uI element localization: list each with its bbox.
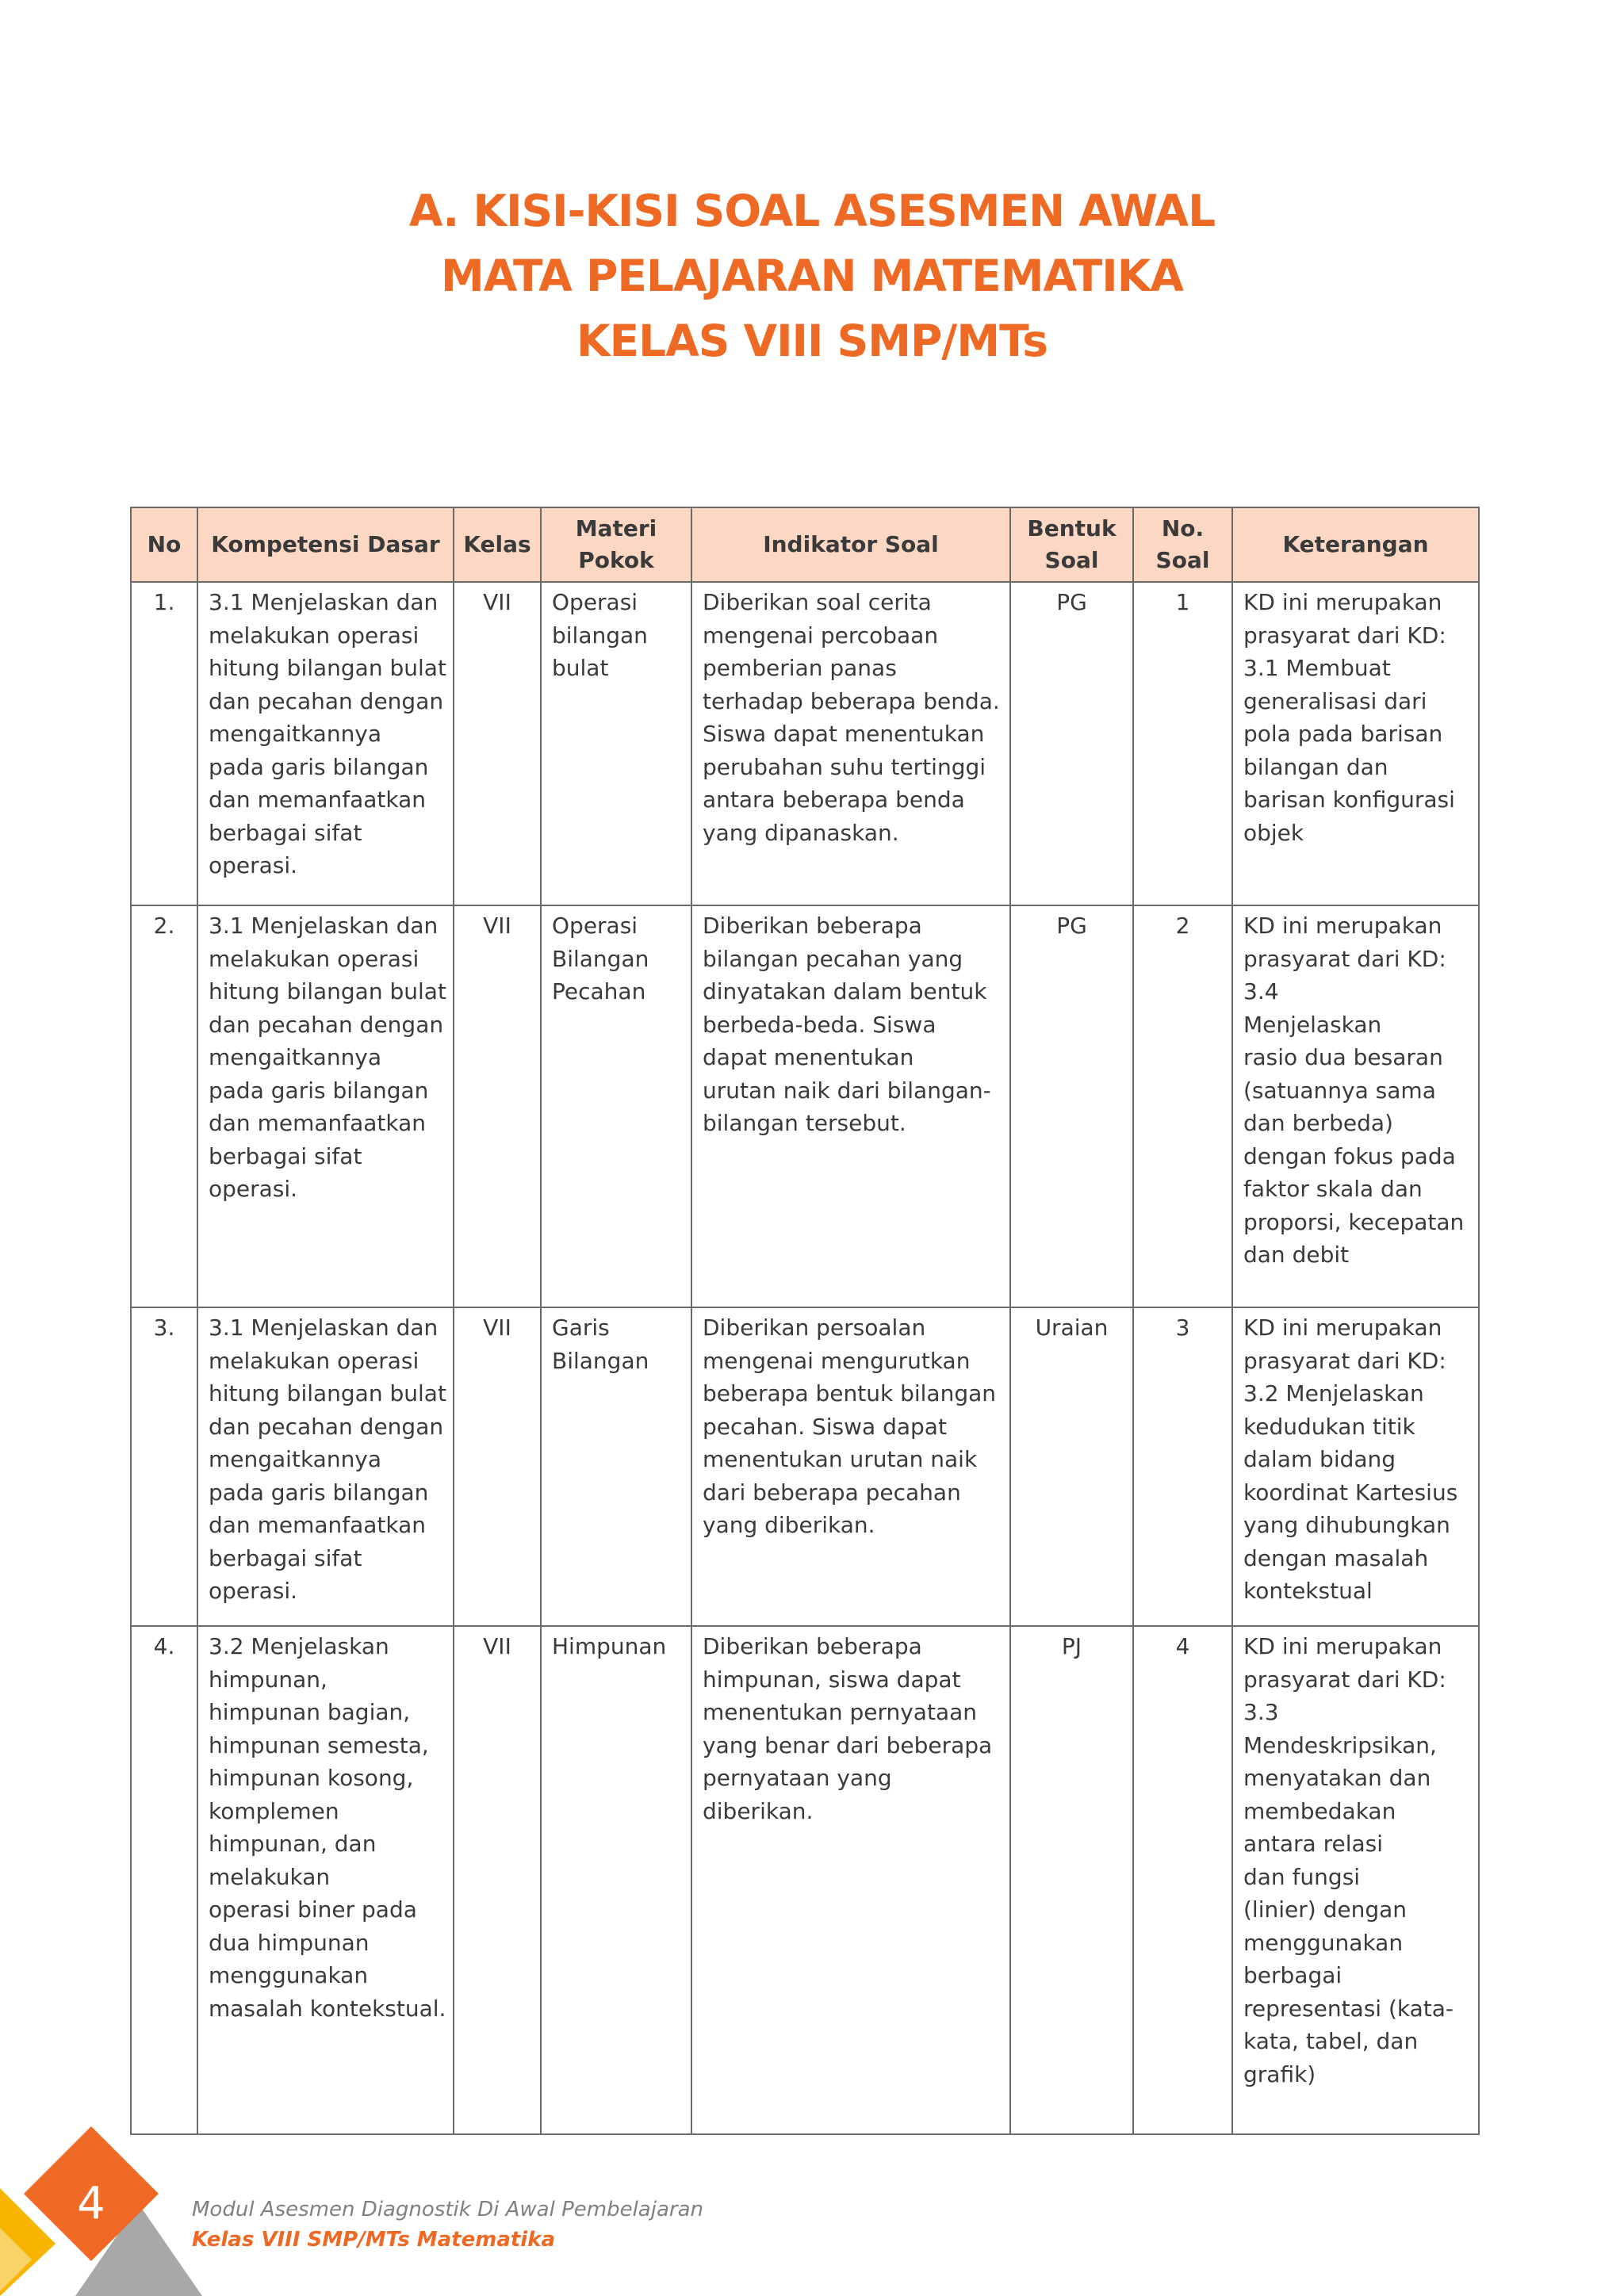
cell-keterangan-line: 3.4 (1243, 978, 1279, 1004)
cell-materi-pokok-line: Operasi (552, 913, 638, 939)
cell-keterangan-line: KD ini merupakan (1243, 1314, 1442, 1341)
cell-keterangan-line: generalisasi dari (1243, 687, 1427, 714)
cell-indikator-soal-line: yang benar dari beberapa (703, 1732, 993, 1758)
cell-keterangan-line: yang dihubungkan (1243, 1512, 1450, 1538)
cell-keterangan-line: objek (1243, 819, 1304, 846)
title-line-3: KELAS VIII SMP/MTs (576, 316, 1048, 366)
cell-no-soal: 3 (1133, 1307, 1232, 1626)
cell-indikator-soal-line: Siswa dapat menentukan (703, 721, 985, 747)
cell-kompetensi-dasar-line: himpunan, dan (209, 1831, 377, 1857)
cell-kompetensi-dasar-line: melakukan operasi (209, 622, 419, 649)
header-bentuk-soal (1010, 507, 1133, 582)
cell-indikator-soal-line: dari beberapa pecahan (703, 1479, 961, 1506)
cell-kompetensi-dasar-line: berbagai sifat (209, 1142, 362, 1169)
cell-keterangan-line: grafik) (1243, 2061, 1316, 2087)
cell-keterangan-line: dengan masalah (1243, 1544, 1429, 1571)
cell-bentuk-soal: PJ (1010, 1626, 1133, 2134)
cell-kompetensi-dasar-line: hitung bilangan bulat (209, 978, 446, 1004)
cell-bentuk-soal: PG (1010, 582, 1133, 905)
cell-kompetensi-dasar-line: melakukan operasi (209, 1347, 419, 1374)
table-row (131, 1626, 1479, 2134)
cell-no: 1. (131, 582, 197, 905)
cell-keterangan-line: Menjelaskan (1243, 1011, 1382, 1038)
cell-indikator-soal-line: yang diberikan. (703, 1512, 875, 1538)
cell-keterangan-line: 3.1 Membuat (1243, 655, 1391, 681)
cell-indikator-soal-line: diberikan. (703, 1797, 814, 1824)
cell-kompetensi-dasar (197, 905, 454, 1307)
cell-indikator-soal (691, 1307, 1010, 1626)
cell-kelas: VII (454, 582, 541, 905)
cell-keterangan-line: menyatakan dan (1243, 1765, 1431, 1791)
cell-kelas: VII (454, 1307, 541, 1626)
cell-keterangan-line: representasi (kata- (1243, 1995, 1454, 2022)
cell-materi-pokok (541, 1307, 691, 1626)
cell-indikator-soal-line: Diberikan soal cerita (703, 589, 932, 615)
cell-keterangan-line: membedakan (1243, 1797, 1396, 1824)
cell-kompetensi-dasar (197, 1307, 454, 1626)
cell-keterangan-line: dan berbeda) (1243, 1110, 1393, 1136)
cell-indikator-soal-line: pecahan. Siswa dapat (703, 1413, 947, 1440)
page-number: 4 (77, 2178, 105, 2229)
cell-kompetensi-dasar-line: operasi. (209, 1176, 298, 1202)
cell-keterangan-line: prasyarat dari KD: (1243, 622, 1446, 649)
cell-indikator-soal (691, 582, 1010, 905)
cell-kompetensi-dasar-line: himpunan semesta, (209, 1732, 429, 1758)
cell-keterangan (1232, 1307, 1479, 1626)
cell-keterangan-line: dan fungsi (1243, 1863, 1361, 1890)
cell-kompetensi-dasar-line: pada garis bilangan (209, 753, 429, 780)
header-kelas: Kelas (454, 507, 541, 582)
header-no: No (131, 507, 197, 582)
cell-kompetensi-dasar-line: menggunakan (209, 1962, 369, 1988)
cell-keterangan-line: bilangan dan (1243, 753, 1388, 780)
cell-materi-pokok-line: Bilangan (552, 1347, 649, 1374)
cell-kompetensi-dasar-line: himpunan kosong, (209, 1765, 414, 1791)
header-materi-line: Pokok (578, 547, 654, 573)
header-nosoal-line: Soal (1155, 547, 1210, 573)
header-bentuk-line: Soal (1044, 547, 1099, 573)
cell-kompetensi-dasar-line: dan memanfaatkan (209, 1110, 427, 1136)
cell-kompetensi-dasar-line: himpunan, (209, 1666, 327, 1693)
cell-indikator-soal-line: Diberikan persoalan (703, 1314, 926, 1341)
table-header-row (131, 507, 1479, 582)
cell-keterangan-line: KD ini merupakan (1243, 1633, 1442, 1659)
cell-bentuk-soal: PG (1010, 905, 1133, 1307)
cell-kompetensi-dasar-line: masalah kontekstual. (209, 1995, 446, 2022)
cell-indikator-soal-line: dinyatakan dalam bentuk (703, 978, 987, 1004)
cell-materi-pokok-line: Bilangan (552, 945, 649, 972)
footer-class-subject: Kelas VIII SMP/MTs Matematika (192, 2228, 556, 2252)
cell-kompetensi-dasar-line: melakukan operasi (209, 945, 419, 972)
cell-kompetensi-dasar-line: operasi. (209, 852, 298, 878)
cell-materi-pokok-line: bilangan (552, 622, 648, 649)
cell-keterangan-line: KD ini merupakan (1243, 913, 1442, 939)
cell-indikator-soal-line: berbeda-beda. Siswa (703, 1011, 936, 1038)
cell-no: 2. (131, 905, 197, 1307)
cell-keterangan-line: menggunakan (1243, 1929, 1404, 1956)
cell-materi-pokok (541, 905, 691, 1307)
cell-no-soal: 2 (1133, 905, 1232, 1307)
cell-kompetensi-dasar-line: dan memanfaatkan (209, 1512, 427, 1538)
cell-kompetensi-dasar-line: 3.2 Menjelaskan (209, 1633, 389, 1659)
cell-indikator-soal (691, 905, 1010, 1307)
cell-keterangan-line: 3.2 Menjelaskan (1243, 1380, 1424, 1406)
header-materi-line: Materi (575, 515, 657, 541)
cell-keterangan-line: antara relasi (1243, 1831, 1384, 1857)
cell-keterangan-line: (satuannya sama (1243, 1077, 1436, 1104)
header-indikator-soal: Indikator Soal (691, 507, 1010, 582)
cell-kompetensi-dasar-line: operasi. (209, 1578, 298, 1604)
cell-keterangan-line: pola pada barisan (1243, 721, 1443, 747)
header-keterangan: Keterangan (1232, 507, 1479, 582)
cell-keterangan-line: 3.3 (1243, 1699, 1279, 1725)
page-title (0, 178, 1624, 373)
cell-indikator-soal-line: dapat menentukan (703, 1044, 914, 1070)
cell-kompetensi-dasar-line: dua himpunan (209, 1929, 370, 1956)
cell-indikator-soal-line: bilangan pecahan yang (703, 945, 963, 972)
cell-indikator-soal-line: menentukan urutan naik (703, 1446, 978, 1472)
cell-indikator-soal-line: yang dipanaskan. (703, 819, 899, 846)
header-kompetensi-dasar: Kompetensi Dasar (197, 507, 454, 582)
cell-kompetensi-dasar-line: 3.1 Menjelaskan dan (209, 913, 439, 939)
table-row (131, 905, 1479, 1307)
cell-materi-pokok-line: Himpunan (552, 1633, 667, 1659)
cell-materi-pokok (541, 1626, 691, 2134)
cell-materi-pokok-line: bulat (552, 655, 609, 681)
cell-indikator-soal-line: Diberikan beberapa (703, 913, 922, 939)
cell-kompetensi-dasar-line: 3.1 Menjelaskan dan (209, 1314, 439, 1341)
cell-kompetensi-dasar-line: dan pecahan dengan (209, 1413, 444, 1440)
cell-indikator-soal-line: pemberian panas (703, 655, 897, 681)
cell-kompetensi-dasar-line: hitung bilangan bulat (209, 655, 446, 681)
header-bentuk-line: Bentuk (1027, 515, 1116, 541)
table-body (131, 582, 1479, 2134)
cell-indikator-soal-line: Diberikan beberapa (703, 1633, 922, 1659)
cell-materi-pokok-line: Operasi (552, 589, 638, 615)
cell-keterangan-line: kedudukan titik (1243, 1413, 1415, 1440)
header-materi-pokok (541, 507, 691, 582)
cell-keterangan-line: dan debit (1243, 1242, 1350, 1268)
cell-kompetensi-dasar-line: dan pecahan dengan (209, 687, 444, 714)
cell-materi-pokok-line: Pecahan (552, 978, 646, 1004)
cell-keterangan-line: dengan fokus pada (1243, 1142, 1456, 1169)
title-line-2: MATA PELAJARAN MATEMATIKA (441, 251, 1183, 301)
header-no-soal (1133, 507, 1232, 582)
cell-kelas: VII (454, 905, 541, 1307)
cell-kompetensi-dasar (197, 582, 454, 905)
cell-indikator-soal-line: mengenai percobaan (703, 622, 939, 649)
cell-kompetensi-dasar (197, 1626, 454, 2134)
cell-no-soal: 4 (1133, 1626, 1232, 2134)
footer-module-title: Modul Asesmen Diagnostik Di Awal Pembelajaran (192, 2198, 703, 2221)
cell-kompetensi-dasar-line: mengaitkannya (209, 721, 382, 747)
cell-kompetensi-dasar-line: dan memanfaatkan (209, 786, 427, 813)
cell-kompetensi-dasar-line: melakukan (209, 1863, 331, 1890)
cell-kompetensi-dasar-line: komplemen (209, 1797, 339, 1824)
cell-keterangan-line: koordinat Kartesius (1243, 1479, 1458, 1506)
table-row (131, 582, 1479, 905)
cell-indikator-soal-line: himpunan, siswa dapat (703, 1666, 961, 1693)
cell-materi-pokok-line: Garis (552, 1314, 610, 1341)
cell-keterangan-line: berbagai (1243, 1962, 1342, 1988)
cell-bentuk-soal: Uraian (1010, 1307, 1133, 1626)
cell-keterangan-line: (linier) dengan (1243, 1896, 1407, 1923)
cell-keterangan-line: barisan konfigurasi (1243, 786, 1455, 813)
cell-indikator-soal-line: beberapa bentuk bilangan (703, 1380, 997, 1406)
header-nosoal-line: No. (1161, 515, 1205, 541)
cell-kompetensi-dasar-line: pada garis bilangan (209, 1479, 429, 1506)
cell-keterangan (1232, 582, 1479, 905)
cell-kompetensi-dasar-line: mengaitkannya (209, 1446, 382, 1472)
cell-kompetensi-dasar-line: pada garis bilangan (209, 1077, 429, 1104)
cell-keterangan-line: kata, tabel, dan (1243, 2028, 1419, 2054)
cell-no-soal: 1 (1133, 582, 1232, 905)
cell-indikator-soal-line: perubahan suhu tertinggi (703, 753, 986, 780)
title-line-1: A. KISI-KISI SOAL ASESMEN AWAL (408, 186, 1216, 236)
cell-kelas: VII (454, 1626, 541, 2134)
cell-indikator-soal-line: terhadap beberapa benda. (703, 687, 1000, 714)
cell-kompetensi-dasar-line: mengaitkannya (209, 1044, 382, 1070)
cell-keterangan-line: prasyarat dari KD: (1243, 945, 1446, 972)
cell-kompetensi-dasar-line: 3.1 Menjelaskan dan (209, 589, 439, 615)
cell-indikator-soal-line: urutan naik dari bilangan- (703, 1077, 991, 1104)
cell-keterangan-line: prasyarat dari KD: (1243, 1666, 1446, 1693)
cell-no: 4. (131, 1626, 197, 2134)
cell-kompetensi-dasar-line: dan pecahan dengan (209, 1011, 444, 1038)
cell-kompetensi-dasar-line: berbagai sifat (209, 819, 362, 846)
cell-keterangan-line: prasyarat dari KD: (1243, 1347, 1446, 1374)
cell-indikator-soal-line: bilangan tersebut. (703, 1110, 906, 1136)
cell-kompetensi-dasar-line: berbagai sifat (209, 1544, 362, 1571)
cell-keterangan-line: rasio dua besaran (1243, 1044, 1443, 1070)
cell-keterangan-line: dalam bidang (1243, 1446, 1396, 1472)
cell-kompetensi-dasar-line: hitung bilangan bulat (209, 1380, 446, 1406)
cell-keterangan-line: faktor skala dan (1243, 1176, 1423, 1202)
cell-indikator-soal-line: pernyataan yang (703, 1765, 892, 1791)
cell-materi-pokok (541, 582, 691, 905)
kisi-kisi-table (130, 507, 1480, 2135)
table-row (131, 1307, 1479, 1626)
cell-keterangan (1232, 905, 1479, 1307)
cell-indikator-soal-line: antara beberapa benda (703, 786, 965, 813)
cell-keterangan (1232, 1626, 1479, 2134)
cell-keterangan-line: Mendeskripsikan, (1243, 1732, 1437, 1758)
cell-keterangan-line: proporsi, kecepatan (1243, 1208, 1465, 1235)
cell-keterangan-line: kontekstual (1243, 1578, 1373, 1604)
cell-indikator-soal-line: mengenai mengurutkan (703, 1347, 971, 1374)
cell-indikator-soal-line: menentukan pernyataan (703, 1699, 978, 1725)
cell-indikator-soal (691, 1626, 1010, 2134)
cell-kompetensi-dasar-line: operasi biner pada (209, 1896, 417, 1923)
cell-no: 3. (131, 1307, 197, 1626)
cell-keterangan-line: KD ini merupakan (1243, 589, 1442, 615)
cell-kompetensi-dasar-line: himpunan bagian, (209, 1699, 411, 1725)
